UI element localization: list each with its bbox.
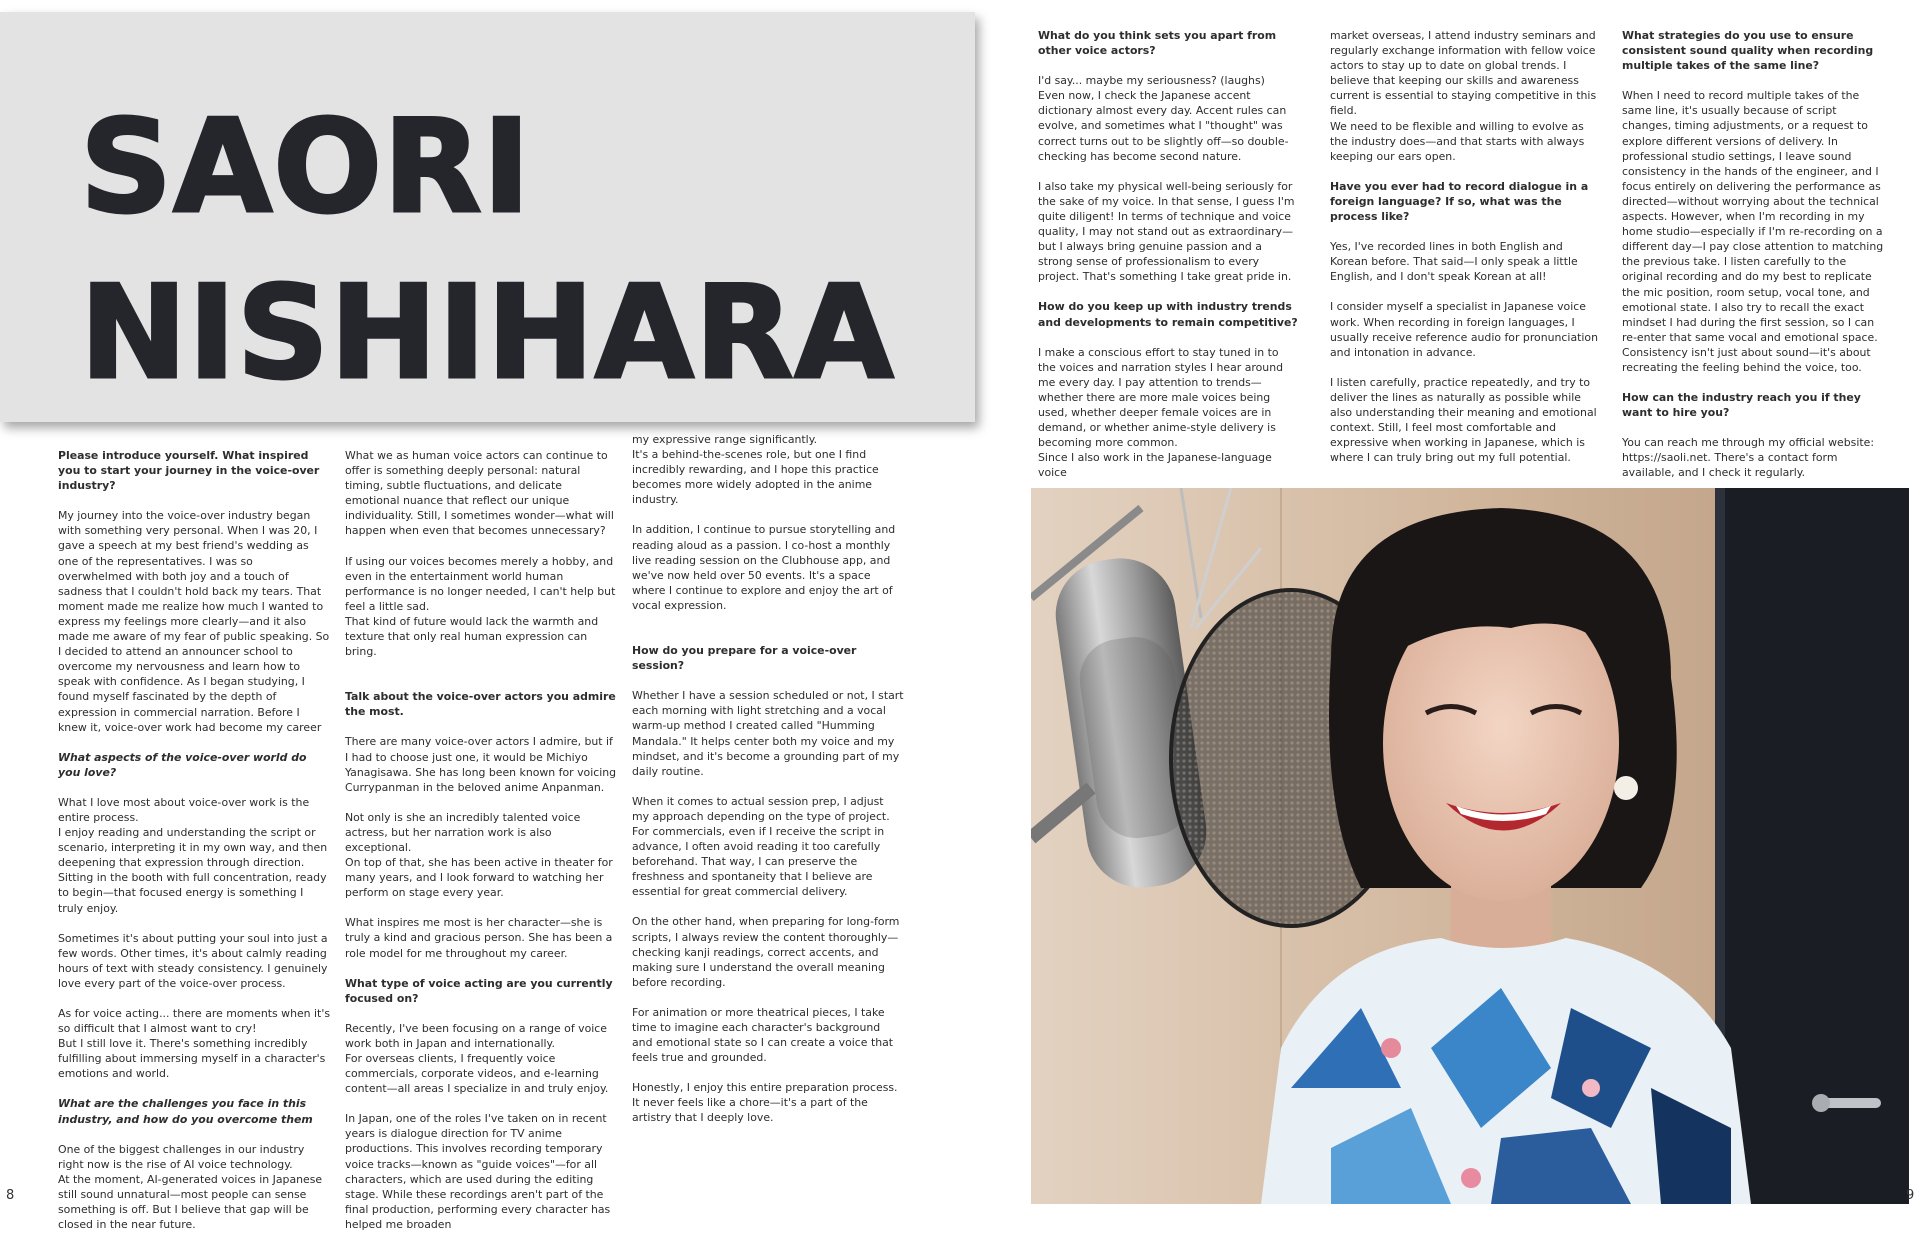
answer-paragraph: What we as human voice actors can continue to offer is something deeply personal: natural timing, subtle fluctuations, and delicate emotional nuance that reflect our unique individuality. Still, I sometimes wonder—what will happen when even that becomes unnecessary? — [345, 449, 614, 538]
article-column-2 — [345, 448, 617, 1247]
answer-paragraph: market overseas, I attend industry seminars and regularly exchange information with fellow voice actors to stay up to date on global trends. I believe that keeping our skills and awareness current is essential to staying competitive in this field. We need to be flexible and willing to evolve as the industry does—and that starts with always keeping our ears open. — [1330, 29, 1597, 163]
title-first-name: SAORI — [80, 93, 532, 242]
answer-paragraph: If using our voices becomes merely a hobby, and even in the entertainment world human performance is no longer needed, I can't help but feel a little sad. That kind of future would lack the warmth and texture that only real human expression can bring. — [345, 554, 616, 659]
answer-paragraph: When I need to record multiple takes of the same line, it's usually because of script changes, timing adjustments, or a request to explore different versions of delivery. In professional studio settings, I leave sound consistency in the hands of the engineer, and I focus entirely on delivering the performance as directed—without worrying about the technical aspects. However, when I'm recording in my home studio—especially if I'm re-recording on a different day—I pay close attention to matching the previous take. I listen carefully to the original recording and do my best to replicate the mic position, room setup, vocal tone, and emotional state. I also try to recall the exact mindset I had during the first session, so I can re-enter that same vocal and emotional space. Consistency isn't just about sound—it's about recreating the feeling behind the voice, too. — [1622, 89, 1884, 374]
question-heading: Have you ever had to record dialogue in a foreign language? If so, what was the process like? — [1330, 179, 1589, 224]
spacer — [345, 674, 617, 689]
article-column-4 — [1038, 28, 1298, 495]
answer-paragraph: You can reach me through my official website: https://saoli.net. There's a contact form available, and I check it regularly. — [1622, 436, 1874, 480]
answer-paragraph: I consider myself a specialist in Japanese voice work. When recording in foreign languages, I usually receive reference audio for pronunciation and intonation in advance. — [1330, 300, 1598, 359]
answer-paragraph: For animation or more theatrical pieces, I take time to imagine each character's background and emotional state so I can create a voice that feels true and grounded. — [632, 1005, 894, 1065]
answer-paragraph: Not only is she an incredibly talented voice actress, but her narration work is also exceptional. On top of that, she has been active in theater for many years, and I look forward to watching her perform on stage every year. — [345, 810, 613, 900]
answer-paragraph: On the other hand, when preparing for long-form scripts, I always review the content thoroughly—checking kanji readings, correct accents, and making sure I understand the overall meaning before recording. — [632, 915, 900, 989]
spacer — [632, 628, 904, 643]
question-heading: What type of voice acting are you currently focused on? — [345, 976, 613, 1005]
answer-paragraph: I also take my physical well-being seriously for the sake of my voice. In that sense, I guess I'm quite diligent! In terms of technique and voice quality, I may not stand out as extraordinary—but I always bring genuine passion and a strong sense of professionalism to every project. That's something I take great pride in. — [1038, 179, 1295, 284]
article-column-1 — [58, 448, 330, 1247]
answer-paragraph: When it comes to actual session prep, I adjust my approach depending on the type of project. For commercials, even if I receive the script in advance, I often avoid reading it too carefully beforehand. That way, I can preserve the freshness and spontaneity that I believe are essential for great commercial delivery. — [632, 794, 890, 899]
answer-paragraph: I'd say... maybe my seriousness? (laughs) Even now, I check the Japanese accent dictionary almost every day. Accent rules can evolve, and sometimes what I "thought" was correct turns out to be slightly off—so double-checking has become second nature. — [1038, 74, 1289, 163]
question-heading: What are the challenges you face in this industry, and how do you overcome them — [58, 1097, 313, 1126]
answer-paragraph: What I love most about voice-over work is the entire process. I enjoy reading and understanding the script or scenario, interpreting it in my own way, and then deepening that expression through direction. Sitting in the booth with full concentration, ready to begin—that focused energy is something I truly enjoy. — [58, 795, 328, 915]
article-column-5 — [1330, 28, 1602, 480]
answer-paragraph: my expressive range significantly. It's a behind-the-scenes role, but one I find incredibly rewarding, and I hope this practice becomes more widely adopted in the anime industry. — [632, 433, 879, 507]
answer-paragraph: I listen carefully, practice repeatedly, and try to deliver the lines as naturally as possible while also understanding their meaning and emotional context. Still, I feel most comfortable and expressive when working in Japanese, which is where I can truly bring out my full potential. — [1330, 375, 1597, 465]
question-heading: How can the industry reach you if they want to hire you? — [1622, 391, 1861, 420]
answer-paragraph: Whether I have a session scheduled or not, I start each morning with light stretching and a vocal warm-up method I created called "Humming Mandala." It helps center both my voice and my mindset, and it's become a grounding part of my daily routine. — [632, 689, 904, 778]
question-heading: Please introduce yourself. What inspired you to start your journey in the voice-over industry? — [58, 449, 320, 493]
portrait-photo — [1031, 488, 1909, 1204]
question-heading: What strategies do you use to ensure consistent sound quality when recording multiple takes of the same line? — [1622, 29, 1874, 73]
studio-portrait-illustration — [1031, 488, 1909, 1204]
page-number-left: 8 — [6, 1188, 15, 1203]
answer-paragraph: Recently, I've been focusing on a range of voice work both in Japan and internationally. For overseas clients, I frequently voice commercials, corporate videos, and e-learning content—all areas I specialize in and truly enjoy. — [345, 1021, 609, 1096]
article-column-3 — [632, 432, 904, 1141]
answer-paragraph: What inspires me most is her character—she is truly a kind and gracious person. She has been a role model for me throughout my career. — [345, 916, 613, 960]
answer-paragraph: As for voice acting... there are moments when it's so difficult that I almost want to cry! But I still love it. There's something incredibly fulfilling about immersing myself in a character's emotions and world. — [58, 1007, 330, 1081]
question-heading: What aspects of the voice-over world do you love? — [58, 750, 307, 779]
title-last-name: NISHIHARA — [80, 259, 895, 408]
answer-paragraph: I make a conscious effort to stay tuned in to the voices and narration styles I hear around me every day. I pay attention to trends—whether there are more male voices being used, whether deeper female voices are in demand, or whether anime-style delivery is becoming more common. Since I also work in the Japanese-language voice — [1038, 345, 1284, 480]
answer-paragraph: In Japan, one of the roles I've taken on in recent years is dialogue direction for TV anime productions. This involves recording temporary voice tracks—known as "guide voices"—for all characters, which are used during the editing stage. While these recordings aren't part of the final production, performing every character has helped me broaden — [345, 1112, 611, 1231]
question-heading: Talk about the voice-over actors you admire the most. — [345, 690, 616, 719]
article-column-6 — [1622, 28, 1887, 496]
question-heading: What do you think sets you apart from other voice actors? — [1038, 29, 1277, 58]
page-number-right: 9 — [1906, 1188, 1915, 1203]
answer-paragraph: There are many voice-over actors I admire, but if I had to choose just one, it would be Michiyo Yanagisawa. She has long been known for voicing Currypanman in the beloved anime Anpanman. — [345, 735, 617, 794]
title-banner — [0, 12, 975, 422]
answer-paragraph: Sometimes it's about putting your soul into just a few words. Other times, it's about calmly reading hours of text with steady consistency. I genuinely love every part of the voice-over process. — [58, 931, 328, 990]
answer-paragraph: In addition, I continue to pursue storytelling and reading aloud as a passion. I co-host a monthly live reading session on the Clubhouse app, and we've now held over 50 events. It's a space where I continue to explore and enjoy the art of vocal expression. — [632, 523, 896, 612]
question-heading: How do you prepare for a voice-over session? — [632, 644, 857, 673]
answer-paragraph: One of the biggest challenges in our industry right now is the rise of AI voice technology. At the moment, AI-generated voices in Japanese still sound unnatural—most people can sense something is off. But I believe that gap will be closed in the near future. — [58, 1142, 323, 1232]
answer-paragraph: Honestly, I enjoy this entire preparation process. It never feels like a chore—it's a part of the artistry that I deeply love. — [632, 1081, 898, 1125]
answer-paragraph: My journey into the voice-over industry began with something very personal. When I was 20, I gave a speech at my best friend's wedding as one of the representatives. I was so overwhelmed with both joy and a touch of sadness that I couldn't hold back my tears. That moment made me realize how much I wanted to express my feelings more clearly—and it also made me aware of my fear of public speaking. So I decided to attend an announcer school to overcome my nervousness and learn how to speak with confidence. As I began studying, I found myself fascinated by the depth of expression in commercial narration. Before I knew it, voice-over work had become my career — [58, 509, 330, 734]
question-heading: How do you keep up with industry trends and developments to remain competitive? — [1038, 300, 1298, 329]
answer-paragraph: Yes, I've recorded lines in both English and Korean before. That said—I only speak a little English, and I don't speak Korean at all! — [1330, 240, 1578, 284]
